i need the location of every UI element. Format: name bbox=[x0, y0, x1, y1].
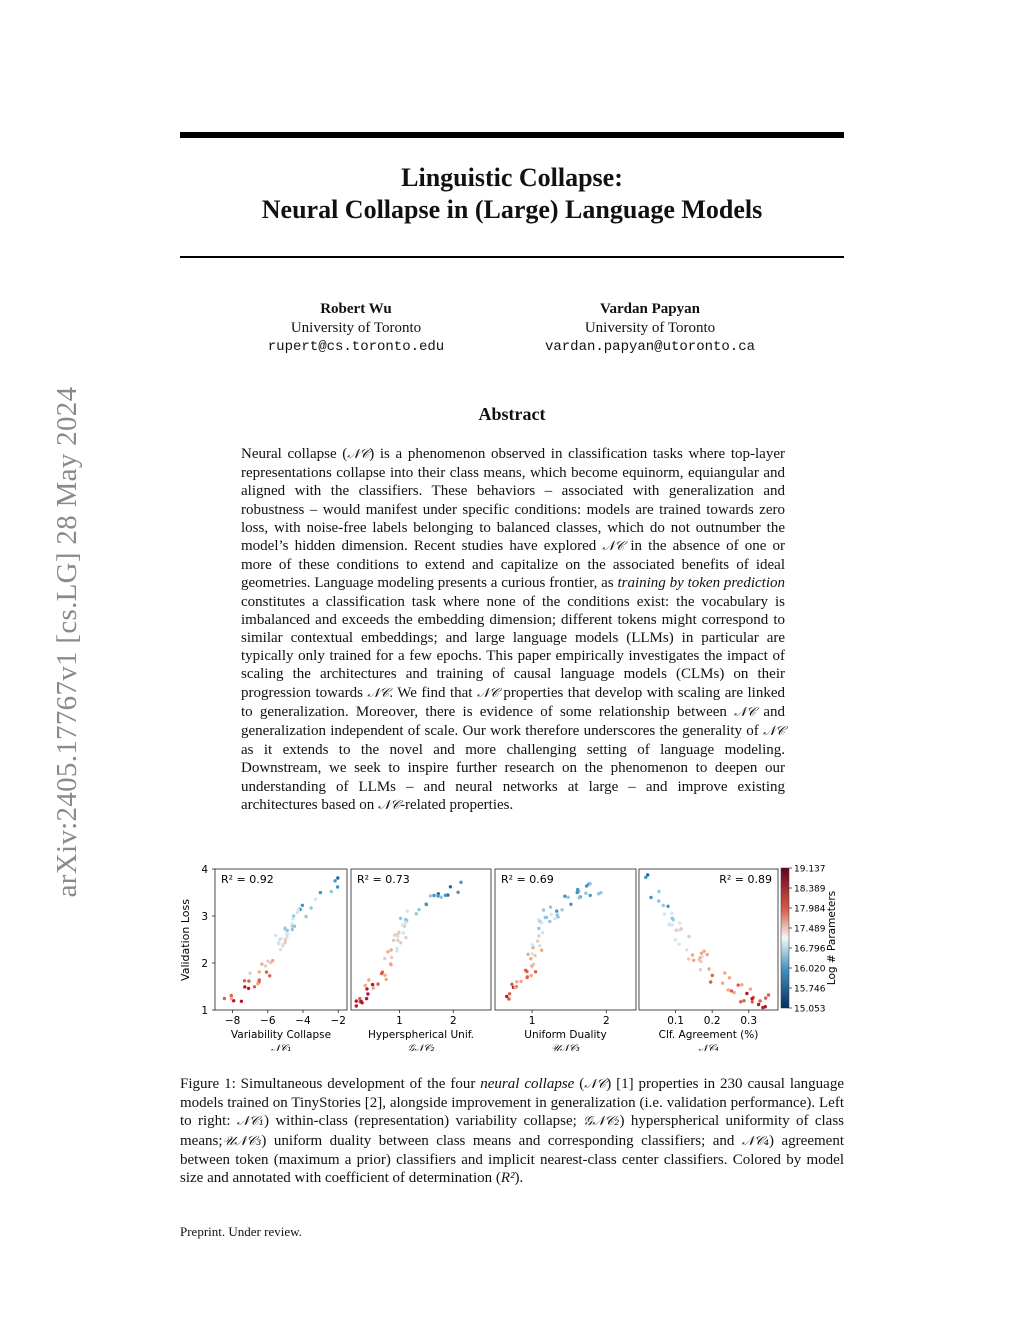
data-point bbox=[678, 943, 681, 946]
data-point bbox=[392, 939, 395, 942]
data-point bbox=[285, 933, 288, 936]
data-point bbox=[537, 918, 540, 921]
colorbar-tick-label: 17.984 bbox=[794, 904, 826, 915]
data-point bbox=[541, 931, 544, 934]
data-point bbox=[266, 960, 269, 963]
data-point bbox=[687, 957, 690, 960]
data-point bbox=[395, 949, 398, 952]
data-point bbox=[670, 911, 673, 914]
data-point bbox=[699, 968, 702, 971]
data-point bbox=[723, 971, 726, 974]
data-point bbox=[691, 953, 694, 956]
data-point bbox=[537, 927, 540, 930]
data-point bbox=[757, 1003, 760, 1006]
data-point bbox=[536, 939, 539, 942]
title-line-1: Linguistic Collapse: bbox=[401, 163, 623, 192]
data-point bbox=[386, 950, 389, 953]
data-point bbox=[515, 980, 518, 983]
data-point bbox=[390, 948, 393, 951]
y-tick-label: 4 bbox=[201, 864, 208, 876]
data-point bbox=[293, 925, 296, 928]
x-tick-label: 0.2 bbox=[703, 1015, 721, 1027]
colorbar-tick-label: 16.020 bbox=[794, 964, 826, 975]
data-point bbox=[540, 949, 543, 952]
colorbar bbox=[781, 865, 826, 1015]
data-point bbox=[526, 953, 529, 956]
colorbar-tick-label: 16.796 bbox=[794, 944, 826, 955]
data-point bbox=[360, 1001, 363, 1004]
data-point bbox=[730, 989, 733, 992]
author-affiliation: University of Toronto bbox=[584, 320, 716, 336]
author-name: Vardan Papyan bbox=[600, 301, 700, 317]
data-point bbox=[355, 999, 358, 1002]
data-point bbox=[576, 888, 579, 891]
data-point bbox=[742, 999, 745, 1002]
data-point bbox=[758, 999, 761, 1002]
data-point bbox=[271, 959, 274, 962]
data-point bbox=[751, 1000, 754, 1003]
data-point bbox=[292, 914, 295, 917]
title-line-2: Neural Collapse in (Large) Language Models bbox=[261, 195, 763, 224]
arxiv-stamp: arXiv:2405.17767v1 [cs.LG] 28 May 2024 bbox=[51, 386, 83, 898]
data-point bbox=[380, 972, 383, 975]
data-point bbox=[365, 987, 368, 990]
data-point bbox=[367, 978, 370, 981]
data-point bbox=[365, 997, 368, 1000]
data-point bbox=[304, 915, 307, 918]
data-point bbox=[685, 948, 688, 951]
data-point bbox=[333, 879, 336, 882]
data-point bbox=[524, 969, 527, 972]
data-point bbox=[550, 913, 553, 916]
data-point bbox=[291, 928, 294, 931]
data-point bbox=[508, 992, 511, 995]
data-point bbox=[584, 892, 587, 895]
data-point bbox=[545, 916, 548, 919]
x-tick-label: −2 bbox=[330, 1015, 346, 1027]
x-axis-label: Variability Collapse bbox=[230, 1029, 332, 1041]
data-point bbox=[440, 896, 443, 899]
x-axis-sublabel: 𝒩𝒞₁ bbox=[271, 1043, 291, 1053]
data-point bbox=[396, 939, 399, 942]
author-email[interactable]: rupert@cs.toronto.edu bbox=[267, 339, 445, 355]
data-point bbox=[449, 885, 452, 888]
data-point bbox=[296, 911, 299, 914]
data-point bbox=[280, 937, 283, 940]
data-point bbox=[243, 979, 246, 982]
data-point bbox=[248, 972, 251, 975]
data-point bbox=[657, 890, 660, 893]
data-point bbox=[569, 903, 572, 906]
x-tick-label: −4 bbox=[295, 1015, 311, 1027]
data-point bbox=[283, 927, 286, 930]
x-tick-label: 1 bbox=[528, 1015, 536, 1027]
y-axis-label: Validation Loss bbox=[179, 899, 192, 981]
x-tick-label: 0.3 bbox=[740, 1015, 758, 1027]
data-point bbox=[314, 898, 317, 901]
x-axis-label: Uniform Duality bbox=[524, 1029, 607, 1041]
data-point bbox=[576, 891, 579, 894]
data-point bbox=[699, 960, 702, 963]
author-2 bbox=[510, 300, 790, 357]
data-point bbox=[530, 974, 533, 977]
data-point bbox=[432, 894, 435, 897]
data-point bbox=[706, 953, 709, 956]
data-point bbox=[534, 970, 537, 973]
data-point bbox=[728, 976, 731, 979]
r2-annotation: R² = 0.73 bbox=[357, 873, 410, 886]
data-point bbox=[406, 909, 409, 912]
author-email[interactable]: vardan.papyan@utoronto.ca bbox=[544, 339, 756, 355]
data-point bbox=[749, 987, 752, 990]
x-tick-label: 2 bbox=[449, 1015, 457, 1027]
data-point bbox=[764, 996, 767, 999]
data-point bbox=[560, 908, 563, 911]
data-point bbox=[383, 974, 386, 977]
data-point bbox=[750, 997, 753, 1000]
data-point bbox=[366, 992, 369, 995]
data-point bbox=[404, 936, 407, 939]
author-name: Robert Wu bbox=[320, 301, 392, 317]
data-point bbox=[436, 894, 439, 897]
data-point bbox=[258, 978, 261, 981]
data-point bbox=[644, 876, 647, 879]
data-point bbox=[258, 970, 261, 973]
data-point bbox=[417, 908, 420, 911]
x-tick-label: 1 bbox=[396, 1015, 403, 1027]
data-point bbox=[389, 963, 392, 966]
footer-note: Preprint. Under review. bbox=[180, 1224, 302, 1239]
author-affiliation: University of Toronto bbox=[290, 320, 422, 336]
figure-caption: Figure 1: Simultaneous development of the four neural collapse (𝒩𝒞) [1] properties in 230 causal language models trained on TinyStories [2], alongside improvement in generalization (i.e. validation performance). Left to right: 𝒩𝒞₁) within-class (representation) variability collapse; 𝒢𝒩𝒞₂) hyperspherical uniformity of class means;𝒰𝒩𝒞₃) uniform duality between class means and corresponding classifiers; and 𝒩𝒞₄) agreement between token (maximum a prior) classifiers and implicit nearest-class center classifiers. Colored by model size and annotated with coefficient of determination (R²). bbox=[180, 1076, 845, 1187]
data-point bbox=[537, 934, 540, 937]
data-point bbox=[709, 980, 712, 983]
colorbar-tick-label: 17.489 bbox=[794, 924, 826, 935]
data-point bbox=[510, 983, 513, 986]
data-point bbox=[376, 982, 379, 985]
data-point bbox=[260, 962, 263, 965]
data-point bbox=[240, 1000, 243, 1003]
title-rule bbox=[180, 256, 844, 258]
data-point bbox=[282, 943, 285, 946]
data-point bbox=[538, 944, 541, 947]
x-tick-label: −6 bbox=[260, 1015, 276, 1027]
data-point bbox=[680, 927, 683, 930]
colorbar-tick-label: 15.746 bbox=[794, 984, 826, 995]
data-point bbox=[264, 964, 267, 967]
data-point bbox=[297, 908, 300, 911]
data-point bbox=[319, 891, 322, 894]
data-point bbox=[549, 905, 552, 908]
data-point bbox=[396, 935, 399, 938]
data-point bbox=[687, 935, 690, 938]
data-point bbox=[662, 904, 665, 907]
data-point bbox=[330, 890, 333, 893]
data-point bbox=[397, 931, 400, 934]
data-point bbox=[309, 906, 312, 909]
data-point bbox=[531, 952, 534, 955]
data-point bbox=[588, 882, 591, 885]
x-tick-label: −8 bbox=[224, 1015, 241, 1027]
data-point bbox=[701, 955, 704, 958]
data-point bbox=[401, 924, 404, 927]
data-point bbox=[542, 908, 545, 911]
scatter-figure bbox=[175, 858, 855, 1053]
data-point bbox=[540, 921, 543, 924]
colorbar-label: Log # Parameters bbox=[826, 890, 838, 986]
data-point bbox=[265, 970, 268, 973]
x-axis-sublabel: 𝒰𝒩𝒞₃ bbox=[551, 1043, 580, 1053]
data-point bbox=[390, 956, 393, 959]
colorbar-tick-label: 18.389 bbox=[794, 884, 826, 895]
y-tick-label: 2 bbox=[201, 958, 208, 970]
data-point bbox=[692, 959, 695, 962]
x-tick-label: 2 bbox=[602, 1015, 610, 1027]
data-point bbox=[737, 983, 740, 986]
data-point bbox=[393, 933, 396, 936]
data-point bbox=[532, 963, 535, 966]
data-point bbox=[740, 983, 743, 986]
data-point bbox=[385, 978, 388, 981]
r2-annotation: R² = 0.89 bbox=[719, 873, 772, 886]
data-point bbox=[355, 1004, 358, 1007]
data-point bbox=[567, 896, 570, 899]
x-tick-label: 0.1 bbox=[667, 1015, 684, 1027]
data-point bbox=[727, 988, 730, 991]
data-point bbox=[274, 934, 277, 937]
data-point bbox=[256, 982, 259, 985]
data-point bbox=[553, 917, 556, 920]
data-point bbox=[678, 921, 681, 924]
data-point bbox=[519, 980, 522, 983]
r2-annotation: R² = 0.69 bbox=[501, 873, 554, 886]
data-point bbox=[459, 881, 462, 884]
data-point bbox=[444, 894, 447, 897]
data-point bbox=[667, 923, 670, 926]
x-axis-sublabel: 𝒩𝒞₄ bbox=[698, 1043, 719, 1053]
x-axis-label: Hyperspherical Unif. bbox=[367, 1029, 475, 1041]
data-point bbox=[670, 917, 673, 920]
data-point bbox=[336, 876, 339, 879]
data-point bbox=[383, 957, 386, 960]
data-point bbox=[243, 985, 246, 988]
data-point bbox=[505, 995, 508, 998]
top-rule bbox=[180, 132, 844, 138]
data-point bbox=[529, 957, 532, 960]
data-point bbox=[555, 909, 558, 912]
data-point bbox=[764, 1005, 767, 1008]
data-point bbox=[707, 967, 710, 970]
data-point bbox=[711, 974, 714, 977]
data-point bbox=[585, 884, 588, 887]
data-point bbox=[415, 912, 418, 915]
data-point bbox=[739, 1000, 742, 1003]
data-point bbox=[675, 929, 678, 932]
data-point bbox=[429, 894, 432, 897]
data-point bbox=[578, 896, 581, 899]
data-point bbox=[563, 895, 566, 898]
data-point bbox=[277, 941, 280, 944]
data-point bbox=[247, 987, 250, 990]
data-point bbox=[404, 921, 407, 924]
data-point bbox=[663, 912, 666, 915]
data-point bbox=[599, 891, 602, 894]
figure-1 bbox=[175, 858, 855, 1053]
data-point bbox=[372, 986, 375, 989]
data-point bbox=[548, 920, 551, 923]
author-1 bbox=[216, 300, 496, 357]
x-axis-label: Clf. Agreement (%) bbox=[658, 1029, 759, 1041]
data-point bbox=[649, 896, 652, 899]
data-point bbox=[531, 943, 534, 946]
data-point bbox=[526, 976, 529, 979]
abstract-heading: Abstract bbox=[478, 404, 546, 424]
data-point bbox=[336, 885, 339, 888]
data-point bbox=[230, 997, 233, 1000]
data-point bbox=[402, 931, 405, 934]
data-point bbox=[291, 917, 294, 920]
data-point bbox=[247, 979, 250, 982]
data-point bbox=[589, 894, 592, 897]
data-point bbox=[253, 985, 256, 988]
data-point bbox=[399, 917, 402, 920]
y-tick-label: 1 bbox=[201, 1005, 208, 1017]
paper-title bbox=[180, 162, 844, 226]
x-axis-sublabel: 𝒢𝒩𝒞₂ bbox=[407, 1043, 435, 1053]
data-point bbox=[230, 994, 233, 997]
r2-annotation: R² = 0.92 bbox=[221, 873, 274, 886]
colorbar-tick-label: 19.137 bbox=[794, 864, 826, 875]
data-point bbox=[268, 974, 271, 977]
data-point bbox=[456, 891, 459, 894]
data-point bbox=[745, 992, 748, 995]
data-point bbox=[513, 986, 516, 989]
abstract-body: Neural collapse (𝒩𝒞) is a phenomenon observed in classification tasks where top-layer representations collapse into their class means, which become equinorm, equiangular and aligned with the classifiers. These behaviors – associated with generalization and robustness – would manifest under specific conditions: models are trained towards zero loss, with noise-free labels belonging to balanced classes, which do not outnumber the model’s hidden dimension. Recent studies have explored 𝒩𝒞 in the absence of one or more of these conditions to extend and capitalize on the associated benefits of ideal geometries. Language modeling presents a curious frontier, as training by token prediction constitutes a classification task where none of the conditions exist: the vocabulary is imbalanced and exceeds the embedding dimension; different tokens might correspond to similar contextual embeddings; and large language models (LLMs) in particular are typically only trained for a few epochs. This paper empirically investigates the impact of scaling the architectures and training of causal language models (CLMs) on their progression towards 𝒩𝒞. We find that 𝒩𝒞 properties that develop with scaling are linked to generalization. Moreover, there is evidence of some relationship between 𝒩𝒞 and generalization independent of scale. Our work therefore underscores the generality of 𝒩𝒞 as it extends to the novel and more challenging setting of language modeling. Downstream, we seek to inspire further research on the phenomenon to deepen our understanding of LLMs – and neural networks at large – and improve existing architectures based on 𝒩𝒞-related properties. bbox=[241, 446, 786, 813]
data-point bbox=[556, 913, 559, 916]
data-point bbox=[700, 952, 703, 955]
data-point bbox=[721, 982, 724, 985]
colorbar-tick-label: 15.053 bbox=[794, 1004, 826, 1015]
data-point bbox=[666, 905, 669, 908]
data-point bbox=[767, 993, 770, 996]
data-point bbox=[533, 954, 536, 957]
data-point bbox=[657, 899, 660, 902]
data-point bbox=[425, 903, 428, 906]
data-point bbox=[364, 984, 367, 987]
data-point bbox=[279, 948, 282, 951]
data-point bbox=[223, 997, 226, 1000]
data-point bbox=[301, 904, 304, 907]
data-point bbox=[507, 997, 510, 1000]
data-point bbox=[674, 938, 677, 941]
y-tick-label: 3 bbox=[201, 911, 208, 923]
data-point bbox=[371, 983, 374, 986]
data-point bbox=[399, 941, 402, 944]
